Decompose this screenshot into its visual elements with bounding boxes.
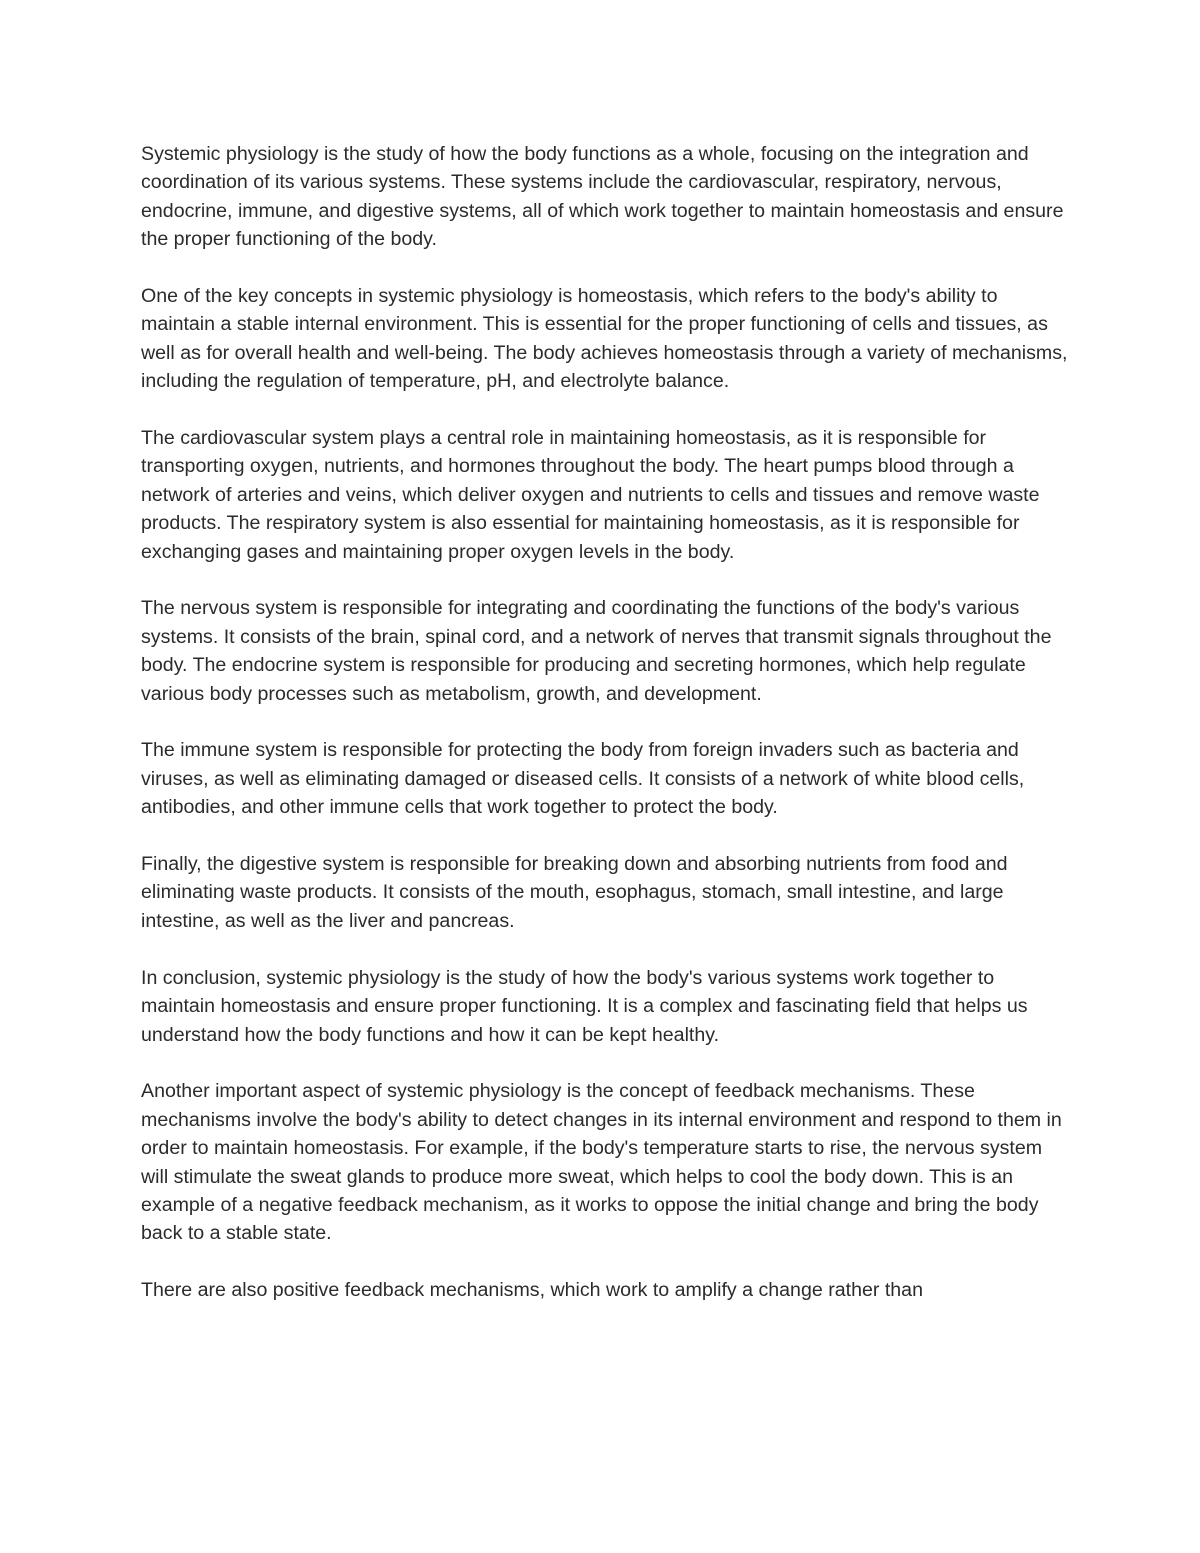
paragraph-intro: Systemic physiology is the study of how the body functions as a whole, focusing on the integration and coordination of its various systems. These systems include the cardiovascular, respiratory, nervous, endocrine, immune, and digestive systems, all of which work together to maintain homeostasis and ensure the proper functioning of the body. xyxy=(141,143,1064,251)
paragraph-immune: The immune system is responsible for protecting the body from foreign invaders such as bacteria and viruses, as well as eliminating damaged or diseased cells. It consists of a network of white blood cells, antibodies, and other immune cells that work together to protect the body. xyxy=(141,739,1025,819)
paragraph-homeostasis: One of the key concepts in systemic physiology is homeostasis, which refers to the body's ability to maintain a stable internal environment. This is essential for the proper functioning of cells and tissues, as well as for overall health and well-being. The body achieves homeostasis through a variety of mechanisms, including the regulation of temperature, pH, and electrolyte balance. xyxy=(141,285,1068,393)
document-body xyxy=(141,140,1071,1333)
paragraph-positive-feedback: There are also positive feedback mechanisms, which work to amplify a change rather than xyxy=(141,1279,923,1302)
paragraph-conclusion: In conclusion, systemic physiology is the study of how the body's various systems work together to maintain homeostasis and ensure proper functioning. It is a complex and fascinating field that helps us understand how the body functions and how it can be kept healthy. xyxy=(141,966,1028,1046)
paragraph-cardiovascular: The cardiovascular system plays a central role in maintaining homeostasis, as it is responsible for transporting oxygen, nutrients, and hormones throughout the body. The heart pumps blood through a network of arteries and veins, which deliver oxygen and nutrients to cells and tissues and remove waste products. The respiratory system is also essential for maintaining homeostasis, as it is responsible for exchanging gases and maintaining proper oxygen levels in the body. xyxy=(141,427,1040,563)
paragraph-digestive: Finally, the digestive system is responsible for breaking down and absorbing nutrients from food and eliminating waste products. It consists of the mouth, esophagus, stomach, small intestine, and large intestine, as well as the liver and pancreas. xyxy=(141,853,1008,932)
paragraph-nervous: The nervous system is responsible for integrating and coordinating the functions of the body's various systems. It consists of the brain, spinal cord, and a network of nerves that transmit signals throughout the body. The endocrine system is responsible for producing and secreting hormones, which help regulate various body processes such as metabolism, growth, and development. xyxy=(141,597,1052,705)
paragraph-feedback: Another important aspect of systemic physiology is the concept of feedback mechanisms. These mechanisms involve the body's ability to detect changes in its internal environment and respond to them in order to maintain homeostasis. For example, if the body's temperature starts to rise, the nervous system will stimulate the sweat glands to produce more sweat, which helps to cool the body down. This is an example of a negative feedback mechanism, as it works to oppose the initial change and bring the body back to a stable state. xyxy=(141,1080,1062,1245)
